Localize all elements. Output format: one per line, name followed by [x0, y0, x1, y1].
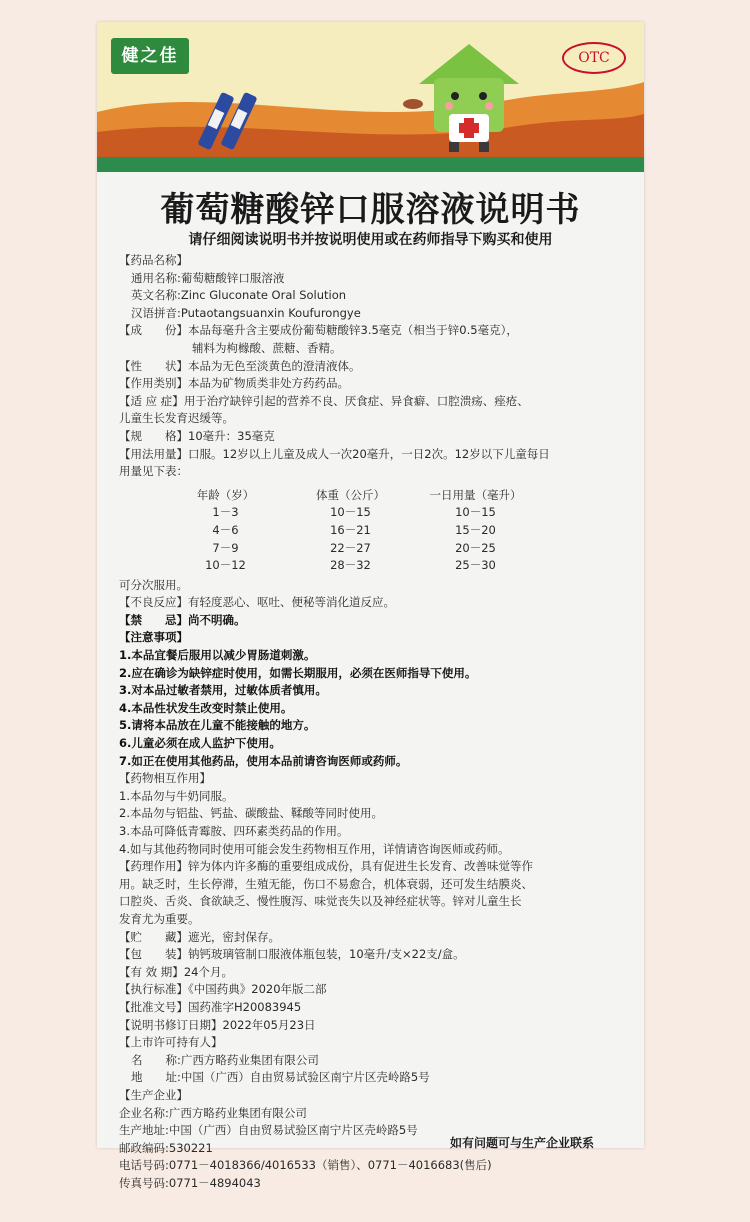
footer-contact-note: 如有问题可与生产企业联系: [449, 1136, 594, 1150]
pinyin-name-row: 汉语拼音:Putaotangsuanxin Koufurongye: [131, 305, 361, 320]
pharmacology-row: 【药理作用】锌为体内许多酶的重要组成成份，具有促进生长发育、改善味觉等作: [119, 859, 533, 874]
manufacturer-name-row: 企业名称:广西方略药业集团有限公司: [119, 1105, 307, 1120]
approval-row: 【批准文号】国药准字H20083945: [119, 999, 302, 1014]
list-item: 2.应在确诊为缺锌症时使用，如需长期服用，必须在医师指导下使用。: [119, 665, 477, 680]
dosage-table-header: 年龄（岁） 体重（公斤） 一日用量（毫升）: [196, 487, 522, 502]
otc-badge: OTC: [562, 42, 626, 74]
page-subtitle: 请仔细阅读说明书并按说明使用或在药师指导下购买和使用: [188, 232, 553, 248]
holder-address-row: 地 址:中国（广西）自由贸易试验区南宁片区壳岭路5号: [131, 1070, 430, 1085]
header-banner: [97, 22, 644, 172]
pharmacology-row-2: 用。缺乏时，生长停滞，生殖无能，伤口不易愈合，机体衰弱，还可发生结膜炎、: [119, 876, 533, 891]
composition-row: 【成 份】本品每毫升含主要成份葡萄糖酸锌3.5毫克（相当于锌0.5毫克），: [119, 323, 518, 338]
drug-name-heading: 【药品名称】: [119, 253, 188, 267]
package-row: 【包 装】钠钙玻璃管制口服液体瓶包装，10毫升/支×22支/盒。: [119, 947, 465, 962]
composition-row-2: 辅料为枸橼酸、蔗糖、香精。: [192, 340, 342, 355]
pharmacology-row-4: 发育尤为重要。: [119, 911, 200, 926]
list-item: 3.对本品过敏者禁用，过敏体质者慎用。: [119, 683, 327, 698]
table-row: 7－9 22－27 20－25: [212, 540, 496, 555]
storage-row: 【贮 藏】遮光，密封保存。: [119, 929, 280, 944]
validity-row: 【有 效 期】24个月。: [119, 964, 233, 979]
manufacturer-fax-row: 传真号码:0771－4894043: [119, 1175, 261, 1190]
indications-row-2: 儿童生长发育迟缓等。: [119, 411, 234, 426]
brand-logo: 健之佳: [111, 38, 189, 74]
page-title: 葡萄糖酸锌口服溶液说明书: [160, 190, 581, 230]
list-item: 7.如正在使用其他药品，使用本品前请咨询医师或药师。: [119, 753, 408, 768]
generic-name-row: 通用名称:葡萄糖酸锌口服溶液: [131, 270, 285, 285]
dosage-row: 【用法用量】口服。12岁以上儿童及成人一次20毫升，一日2次。12岁以下儿童每日: [119, 446, 550, 461]
contraindication-row: 【禁 忌】尚不明确。: [119, 612, 246, 627]
dosage-row-2: 用量见下表：: [119, 464, 188, 479]
dosage-note: 可分次服用。: [119, 577, 188, 592]
list-item: 6.儿童必须在成人监护下使用。: [119, 736, 281, 751]
standard-row: 【执行标准】《中国药典》2020年版二部: [119, 982, 327, 997]
list-item: 4.本品性状发生改变时禁止使用。: [119, 700, 293, 715]
precautions-heading: 【注意事项】: [119, 630, 188, 645]
leaflet-sheet: [97, 22, 644, 1190]
holder-name-row: 名 称:广西方略药业集团有限公司: [131, 1052, 319, 1067]
table-row: 1－3 10－15 10－15: [212, 505, 496, 520]
revision-row: 【说明书修订日期】2022年05月23日: [119, 1017, 316, 1032]
list-item: 4.如与其他药物同时使用可能会发生药物相互作用，详情请咨询医师或药师。: [119, 841, 510, 856]
pharmacology-row-3: 口腔炎、舌炎、食欲缺乏、慢性腹泻、味觉丧失以及神经症状等。锌对儿童生长: [119, 894, 522, 909]
list-item: 2.本品勿与铝盐、钙盐、碳酸盐、鞣酸等同时使用。: [119, 806, 383, 821]
indications-row: 【适 应 症】用于治疗缺锌引起的营养不良、厌食症、异食癖、口腔溃疡、痤疮、: [119, 393, 529, 408]
appearance-row: 【性 状】本品为无色至淡黄色的澄清液体。: [119, 358, 361, 373]
list-item: 5.请将本品放在儿童不能接触的地方。: [119, 718, 316, 733]
dosage-table: [163, 487, 538, 575]
manufacturer-zip-row: 邮政编码:530221: [119, 1140, 213, 1155]
spec-row: 【规 格】10毫升：35毫克: [119, 428, 275, 443]
english-name-row: 英文名称:Zinc Gluconate Oral Solution: [131, 288, 347, 303]
leaflet-body: [119, 252, 629, 1192]
manufacturer-heading: 【生产企业】: [119, 1087, 188, 1102]
manufacturer-phone-row: 电话号码:0771－4018366/4016533（销售）、0771－4016683(售后): [119, 1158, 492, 1173]
generic-name: 葡萄糖酸锌口服溶液: [180, 270, 285, 285]
category-row: 【作用类别】本品为矿物质类非处方药药品。: [119, 376, 349, 391]
list-item: 1.本品勿与牛奶同服。: [119, 788, 234, 803]
table-row: 10－12 28－32 25－30: [205, 558, 496, 573]
table-row: 4－6 16－21 15－20: [212, 522, 496, 537]
interactions-heading: 【药物相互作用】: [119, 771, 211, 786]
holder-heading: 【上市许可持有人】: [119, 1035, 223, 1050]
manufacturer-address-row: 生产地址:中国（广西）自由贸易试验区南宁片区壳岭路5号: [119, 1123, 418, 1138]
english-name: Zinc Gluconate Oral Solution: [180, 288, 347, 303]
pinyin-name: Putaotangsuanxin Koufurongye: [180, 305, 361, 320]
list-item: 3.本品可降低青霉胺、四环素类药品的作用。: [119, 824, 349, 838]
adverse-row: 【不良反应】有轻度恶心、呕吐、便秘等消化道反应。: [119, 595, 395, 610]
list-item: 1.本品宜餐后服用以减少胃肠道刺激。: [119, 648, 316, 663]
